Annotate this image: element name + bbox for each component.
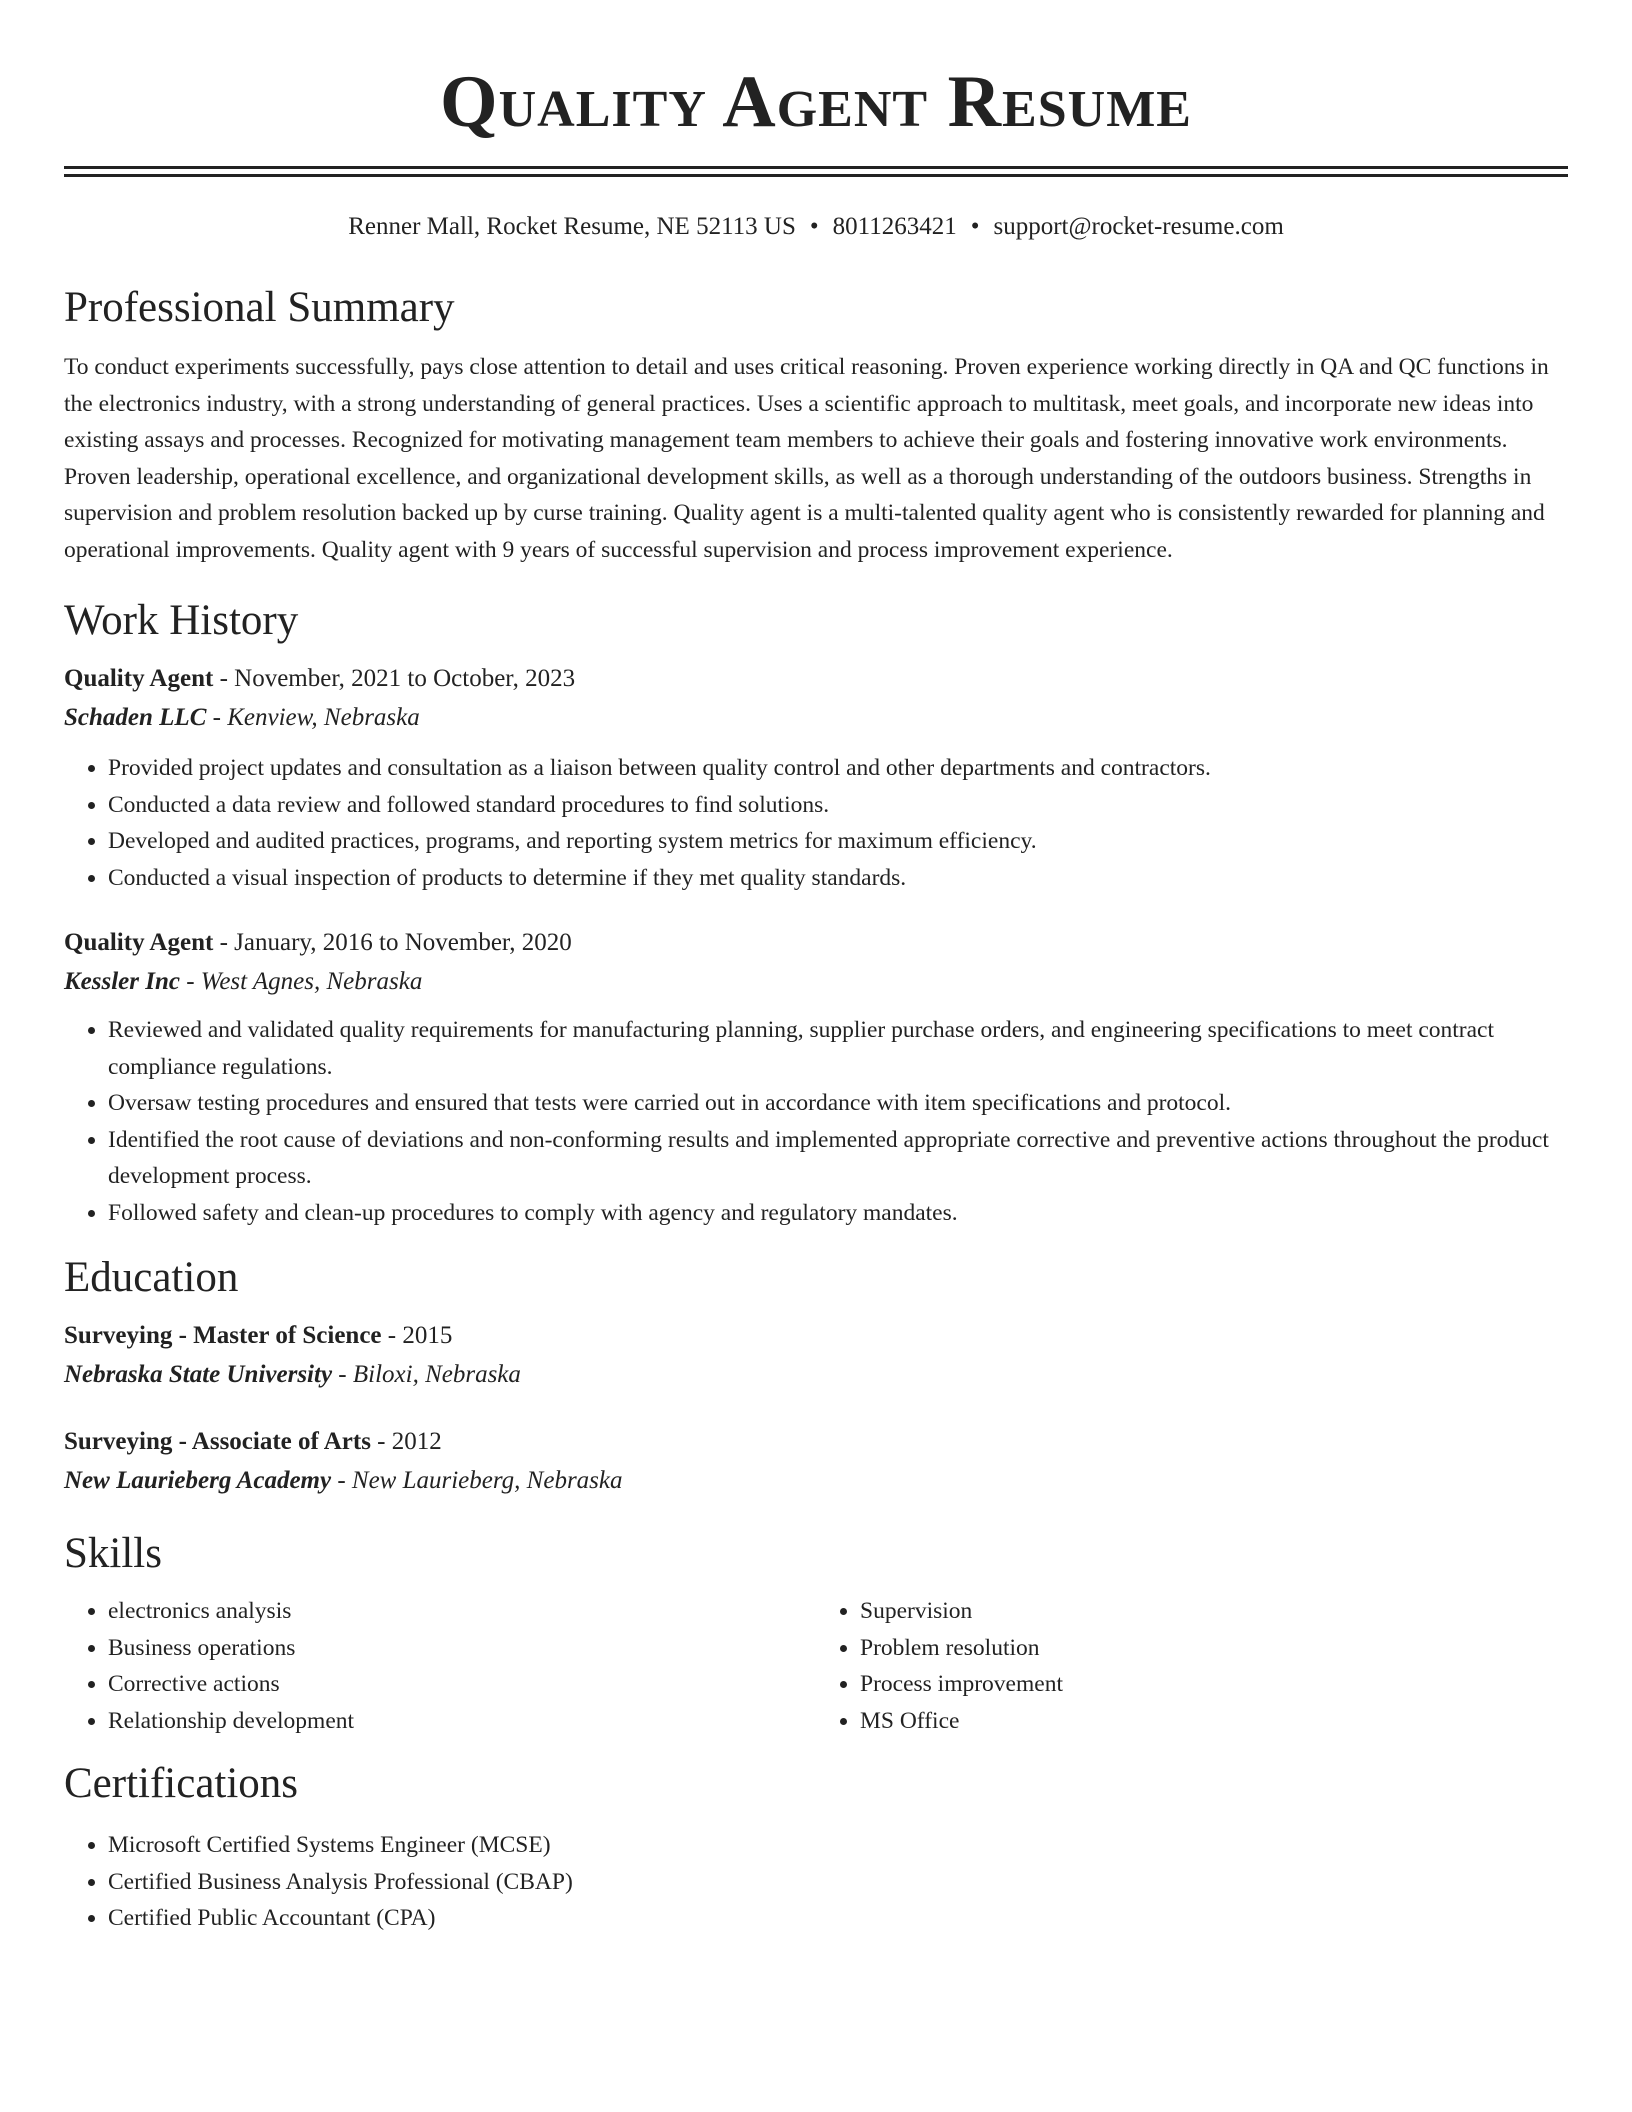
job-company: Schaden LLC bbox=[64, 704, 207, 731]
job-bullet: • Followed safety and clean-up procedures to comply with agency and regulatory mandates. bbox=[108, 1195, 1568, 1232]
contact-email: support@rocket-resume.com bbox=[993, 213, 1284, 240]
work-history-heading: Work History bbox=[64, 597, 299, 644]
job-bullet: • Reviewed and validated quality requirements for manufacturing planning, supplier purchase orders, and engineering specifications to meet contract compliance regulations. bbox=[108, 1012, 1568, 1085]
job-dates: - November, 2021 to October, 2023 bbox=[213, 665, 576, 692]
skill-item: • Problem resolution bbox=[860, 1630, 1568, 1667]
school-location: - New Laurieberg, Nebraska bbox=[331, 1467, 623, 1494]
skill-item: • Corrective actions bbox=[108, 1666, 816, 1703]
skills-section bbox=[64, 1527, 1568, 1739]
school-line bbox=[64, 1355, 1568, 1395]
job-location: - Kenview, Nebraska bbox=[206, 704, 420, 731]
job-bullets bbox=[64, 1012, 1568, 1231]
school-location: - Biloxi, Nebraska bbox=[332, 1361, 521, 1388]
job-title: Quality Agent bbox=[64, 665, 214, 692]
job-bullet: • Conducted a data review and followed standard procedures to find solutions. bbox=[108, 787, 1568, 824]
job-bullet: • Conducted a visual inspection of products to determine if they met quality standards. bbox=[108, 860, 1568, 897]
job-dates: - January, 2016 to November, 2020 bbox=[213, 929, 572, 956]
school: New Laurieberg Academy bbox=[64, 1467, 332, 1494]
skill-item: • Supervision bbox=[860, 1593, 1568, 1630]
skill-item: • Process improvement bbox=[860, 1666, 1568, 1703]
degree: Surveying - Associate of Arts bbox=[64, 1428, 371, 1455]
certifications-section bbox=[64, 1757, 1568, 1937]
certification-item: • Certified Business Analysis Professional (CBAP) bbox=[108, 1864, 1568, 1901]
job-company-line bbox=[64, 698, 1568, 738]
summary-heading: Professional Summary bbox=[64, 284, 455, 331]
job-entry bbox=[64, 660, 1568, 896]
degree-line bbox=[64, 1317, 1568, 1355]
skill-item: • MS Office bbox=[860, 1703, 1568, 1740]
contact-phone: 8011263421 bbox=[832, 213, 957, 240]
contact-address: Renner Mall, Rocket Resume, NE 52113 US bbox=[348, 213, 796, 240]
education-entry bbox=[64, 1317, 1568, 1395]
job-bullets bbox=[64, 750, 1568, 896]
title-divider bbox=[64, 166, 1568, 177]
school-line bbox=[64, 1461, 1568, 1501]
contact-separator: • bbox=[970, 213, 980, 240]
certifications-heading: Certifications bbox=[64, 1760, 299, 1807]
certification-item: • Microsoft Certified Systems Engineer (MCSE) bbox=[108, 1827, 1568, 1864]
skills-column-left bbox=[64, 1593, 816, 1739]
page-title: Quality Agent Resume bbox=[440, 61, 1192, 143]
degree-year: - 2015 bbox=[381, 1322, 453, 1349]
job-title-line bbox=[64, 924, 1568, 962]
degree-line bbox=[64, 1423, 1568, 1461]
job-title-line bbox=[64, 660, 1568, 698]
degree: Surveying - Master of Science bbox=[64, 1322, 382, 1349]
education-heading: Education bbox=[64, 1254, 239, 1301]
summary-section bbox=[64, 281, 1568, 568]
school: Nebraska State University bbox=[64, 1361, 333, 1388]
job-company: Kessler Inc bbox=[64, 968, 180, 995]
job-location: - West Agnes, Nebraska bbox=[179, 968, 423, 995]
skill-item: • Business operations bbox=[108, 1630, 816, 1667]
certification-item: • Certified Public Accountant (CPA) bbox=[108, 1900, 1568, 1937]
certifications-list bbox=[64, 1827, 1568, 1937]
skills-column-right bbox=[816, 1593, 1568, 1739]
job-title: Quality Agent bbox=[64, 929, 214, 956]
job-company-line bbox=[64, 962, 1568, 1002]
job-bullet: • Oversaw testing procedures and ensured that tests were carried out in accordance with item specifications and protocol. bbox=[108, 1085, 1568, 1122]
contact-line bbox=[64, 209, 1568, 245]
education-entry bbox=[64, 1423, 1568, 1501]
job-bullet: • Identified the root cause of deviations and non-conforming results and implemented appropriate corrective and preventive actions throughout the product development process. bbox=[108, 1122, 1568, 1195]
job-bullet: • Developed and audited practices, programs, and reporting system metrics for maximum efficiency. bbox=[108, 823, 1568, 860]
job-bullet: • Provided project updates and consultation as a liaison between quality control and other departments and contractors. bbox=[108, 750, 1568, 787]
skills-grid bbox=[64, 1593, 1568, 1739]
summary-text: To conduct experiments successfully, pays close attention to detail and uses critical reasoning. Proven experience working directly in QA and QC functions in the electronics industry, with a strong understanding of general practices. Uses a scientific approach to multitask, meet goals, and incorporate new ideas into existing assays and processes. Recognized for motivating management team members to achieve their goals and fostering innovative work environments. Proven leadership, operational excellence, and organizational development skills, as well as a thorough understanding of the outdoors business. Strengths in supervision and problem resolution backed up by curse training. Quality agent is a multi-talented quality agent who is consistently rewarded for planning and operational improvements. Quality agent with 9 years of successful supervision and process improvement experience. bbox=[64, 354, 1549, 563]
contact-separator: • bbox=[809, 213, 819, 240]
skill-item: • Relationship development bbox=[108, 1703, 816, 1740]
skill-item: • electronics analysis bbox=[108, 1593, 816, 1630]
degree-year: - 2012 bbox=[370, 1428, 442, 1455]
job-entry bbox=[64, 924, 1568, 1231]
work-history-section bbox=[64, 594, 1568, 1231]
skills-heading: Skills bbox=[64, 1530, 162, 1577]
education-section bbox=[64, 1251, 1568, 1501]
